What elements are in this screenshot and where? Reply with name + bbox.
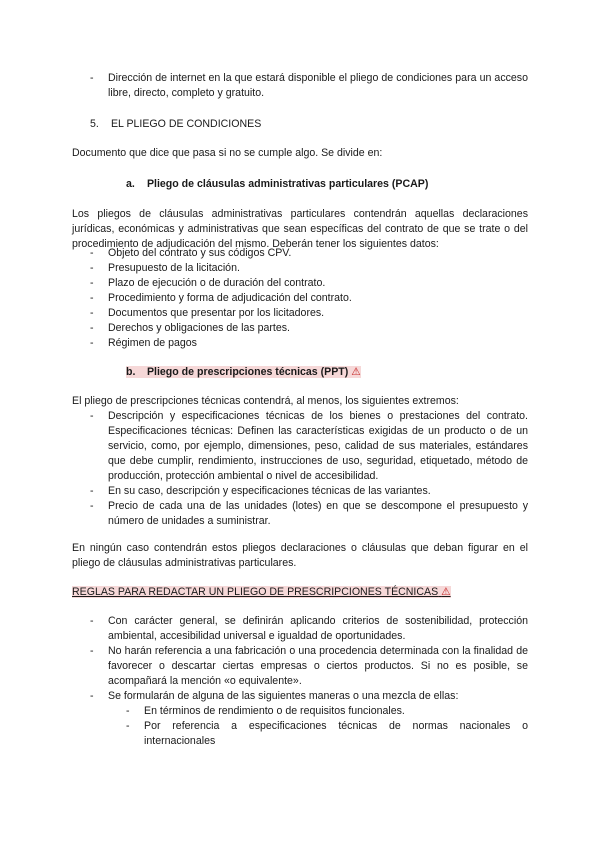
subsection-a-list	[72, 246, 528, 351]
subsection-title: Pliego de cláusulas administrativas particulares (PCAP)	[146, 178, 429, 190]
rules-heading	[72, 585, 528, 600]
subsection-b-closing	[72, 541, 528, 571]
subsection-b-heading	[72, 365, 528, 380]
subsection-b-paragraph	[72, 394, 528, 409]
section-number: 5.	[90, 118, 99, 130]
list-item: - Derechos y obligaciones de las partes.	[90, 322, 290, 334]
rules-title: REGLAS PARA REDACTAR UN PLIEGO DE PRESCRIPCIONES TÉCNICAS	[72, 586, 439, 598]
list-item: - Precio de cada una de las unidades (lotes) en que se descompone el presupuesto y número de unidades a suministrar.	[90, 500, 528, 527]
list-item: - En su caso, descripción y especificaciones técnicas de las variantes.	[90, 485, 431, 497]
list-item: - Plazo de ejecución o de duración del contrato.	[90, 277, 326, 289]
list-item: - No harán referencia a una fabricación o una procedencia determinada con la finalidad de favorecer o descartar ciertas empresas o ciertos productos. Si no es posible, se acompañará la mención «o equivalente».	[90, 645, 528, 687]
subsection-letter: a.	[126, 178, 135, 190]
paragraph: El pliego de prescripciones técnicas contendrá, al menos, los siguientes extremos:	[72, 395, 459, 407]
rules-list	[72, 614, 528, 749]
list-item: - Presupuesto de la licitación.	[90, 262, 240, 274]
sub-list-item: - En términos de rendimiento o de requisitos funcionales.	[126, 705, 405, 717]
subsection-letter: b.	[126, 366, 136, 378]
section-intro	[72, 146, 528, 161]
section-intro-text: Documento que dice que pasa si no se cumple algo. Se divide en:	[72, 147, 383, 159]
list-item: - Procedimiento y forma de adjudicación del contrato.	[90, 292, 352, 304]
intro-list	[72, 71, 528, 101]
sub-list-item: - Por referencia a especificaciones técnicas de normas nacionales o internacionales	[126, 720, 528, 747]
list-item: - Se formularán de alguna de las siguientes maneras o una mezcla de ellas:	[90, 690, 459, 702]
warning-icon: ⚠	[351, 366, 361, 378]
paragraph: Los pliegos de cláusulas administrativas particulares contendrán aquellas declaraciones jurídicas, económicas y administrativas que sean específicas del contrato de que se trate o del procedimiento de adjudicación del mismo. Deberán tener los siguientes datos:	[72, 208, 528, 250]
warning-icon: ⚠	[441, 586, 451, 598]
section-title: EL PLIEGO DE CONDICIONES	[110, 118, 262, 130]
subsection-title: Pliego de prescripciones técnicas (PPT)	[146, 366, 349, 378]
list-item: - Con carácter general, se definirán aplicando criterios de sostenibilidad, protección ambiental, accesibilidad universal e igualdad de oportunidades.	[90, 615, 528, 642]
list-item: - Régimen de pagos	[90, 337, 197, 349]
list-item: - Documentos que presentar por los licitadores.	[90, 307, 325, 319]
list-item: - Objeto del contrato y sus códigos CPV.	[90, 247, 292, 259]
list-item-text: Dirección de internet en la que estará disponible el pliego de condiciones para un acceso libre, directo, completo y gratuito.	[108, 72, 528, 99]
paragraph: En ningún caso contendrán estos pliegos declaraciones o cláusulas que deban figurar en el pliego de cláusulas administrativas particulares.	[72, 542, 528, 569]
list-item: - Descripción y especificaciones técnicas de los bienes o prestaciones del contrato. Especificaciones técnicas: Definen las características exigidas de un producto o de un servicio, como, por ejemplo, dimensiones, peso, calidad de sus materiales, estándares que debe cumplir, rendimiento, instrucciones de uso, seguridad, etiquetado, método de producción, protección ambiental o nivel de accesibilidad.	[90, 410, 528, 482]
list-item: - Dirección de internet en la que estará disponible el pliego de condiciones para un acceso libre, directo, completo y gratuito.	[90, 72, 528, 99]
subsection-a-heading	[72, 177, 528, 192]
section-heading	[72, 117, 528, 132]
subsection-b-list	[72, 409, 528, 529]
